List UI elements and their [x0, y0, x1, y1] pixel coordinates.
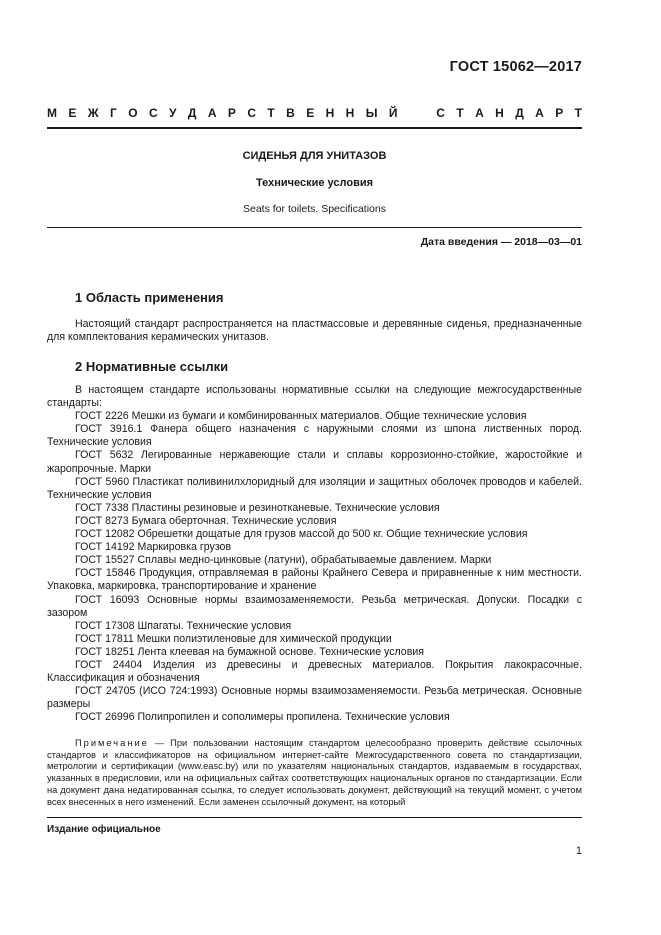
reference-item: ГОСТ 15527 Сплавы медно-цинковые (латуни), обрабатываемые давлением. Марки [75, 554, 492, 567]
interstate-letter: Ы [365, 106, 378, 120]
interstate-letter: М [47, 106, 57, 120]
reference-item: ГОСТ 16093 Основные нормы взаимозаменяемости. Резьба метрическая. Допуски. Посадки с зазором [47, 593, 582, 619]
reference-item: ГОСТ 5960 Пластикат поливинилхлоридный для изоляции и защитных оболочек проводов и кабелей. Технические условия [47, 475, 582, 501]
document-title: СИДЕНЬЯ ДЛЯ УНИТАЗОВ [242, 150, 387, 162]
note-text: — При пользовании настоящим стандартом целесообразно проверить действие ссылочных стандартов и классификаторов на официальном интернет-сайте Межгосударственного совета по стандартизации, метрологии и сертификации (www.easc.by) или по указателям национальных стандартов, издаваемым в государствах, указанных в предисловии, или на официальных сайтах соответствующих национальных органов по стандартизации. Если на документ дана недатированная ссылка, то следует использовать документ, действующий на текущий момент, с учетом всех внесенных в него изменений. Если заменен ссылочный документ, на который [47, 738, 582, 807]
reference-item: ГОСТ 8273 Бумага оберточная. Технические условия [75, 514, 337, 527]
standard-letter: Д [515, 106, 524, 120]
section-1-heading: 1 Область применения [75, 290, 224, 305]
reference-item: ГОСТ 24404 Изделия из древесины и древесных материалов. Покрытия лакокрасочные. Классификация и обозначения [47, 658, 582, 685]
section-2-body [47, 384, 582, 724]
page-number: 1 [575, 845, 582, 857]
standard-letter: С [436, 106, 445, 120]
reference-item: ГОСТ 17308 Шпагаты. Технические условия [75, 619, 292, 632]
interstate-letter: Н [325, 106, 335, 120]
interstate-letter: Т [267, 106, 275, 120]
reference-item: ГОСТ 26996 Полипропилен и сополимеры пропилена. Технические условия [75, 711, 450, 724]
official-edition-label: Издание официальное [47, 824, 161, 835]
reference-item: ГОСТ 3916.1 Фанера общего назначения с наружными слоями из шпона лиственных пород. Технические условия [47, 423, 582, 449]
standard-letter: А [535, 106, 544, 120]
note-paragraph [47, 738, 582, 808]
footer-rule [47, 817, 582, 818]
reference-item: ГОСТ 12082 Обрешетки дощатые для грузов массой до 500 кг. Общие технические условия [75, 528, 528, 541]
section-2-intro: В настоящем стандарте использованы нормативные ссылки на следующие межгосударственные стандарты: [47, 384, 582, 410]
interstate-letter: Д [187, 106, 197, 120]
interstate-letter: Ж [87, 106, 99, 120]
interstate-letter: Е [68, 106, 77, 120]
reference-item: ГОСТ 18251 Лента клеевая на бумажной основе. Технические условия [75, 645, 424, 658]
standard-letter: А [475, 106, 484, 120]
interstate-letter: В [286, 106, 295, 120]
interstate-letter: У [169, 106, 177, 120]
interstate-letter: Р [227, 106, 236, 120]
interstate-letter: А [207, 106, 217, 120]
document-title-english: Seats for toilets. Specifications [243, 203, 386, 215]
reference-item: ГОСТ 17811 Мешки полиэтиленовые для химической продукции [75, 632, 392, 645]
interstate-letter: С [148, 106, 158, 120]
note-label: Примечание [75, 738, 149, 748]
document-subtitle: Технические условия [255, 177, 374, 189]
standard-letter: Т [456, 106, 464, 120]
interstate-letter: Й [388, 106, 398, 120]
section-2-heading: 2 Нормативные ссылки [75, 359, 229, 374]
reference-item: ГОСТ 14192 Маркировка грузов [75, 541, 232, 554]
interstate-letter: С [247, 106, 256, 120]
reference-item: ГОСТ 7338 Пластины резиновые и резинотканевые. Технические условия [75, 501, 440, 514]
title-rule [47, 227, 582, 228]
introduction-date: Дата введения — 2018—03—01 [420, 236, 582, 248]
banner-gap [409, 106, 425, 120]
section-1-body [47, 318, 582, 344]
document-number: ГОСТ 15062—2017 [449, 59, 582, 75]
interstate-letter: О [128, 106, 138, 120]
reference-item: ГОСТ 5632 Легированные нержавеющие стали и сплавы коррозионно-стойкие, жаростойкие и жаропрочные. Марки [47, 449, 582, 475]
interstate-standard-banner [47, 106, 582, 120]
standard-letter: Н [495, 106, 504, 120]
standard-letter: Т [574, 106, 582, 120]
interstate-letter: Н [345, 106, 355, 120]
reference-item: ГОСТ 24705 (ИСО 724:1993) Основные нормы взаимозаменяемости. Резьба метрическая. Основные размеры [47, 685, 582, 711]
interstate-letter: Г [110, 106, 117, 120]
reference-item: ГОСТ 15846 Продукция, отправляемая в районы Крайнего Севера и приравненные к ним местности. Упаковка, маркировка, транспортирование и хранение [47, 567, 582, 593]
reference-item: ГОСТ 2226 Мешки из бумаги и комбинированных материалов. Общие технические условия [75, 410, 527, 423]
interstate-letter: Е [306, 106, 315, 120]
header-rule [47, 127, 582, 129]
section-1-text: Настоящий стандарт распространяется на пластмассовые и деревянные сиденья, предназначенные для комплектования керамических унитазов. [47, 318, 582, 344]
standard-letter: Р [555, 106, 564, 120]
